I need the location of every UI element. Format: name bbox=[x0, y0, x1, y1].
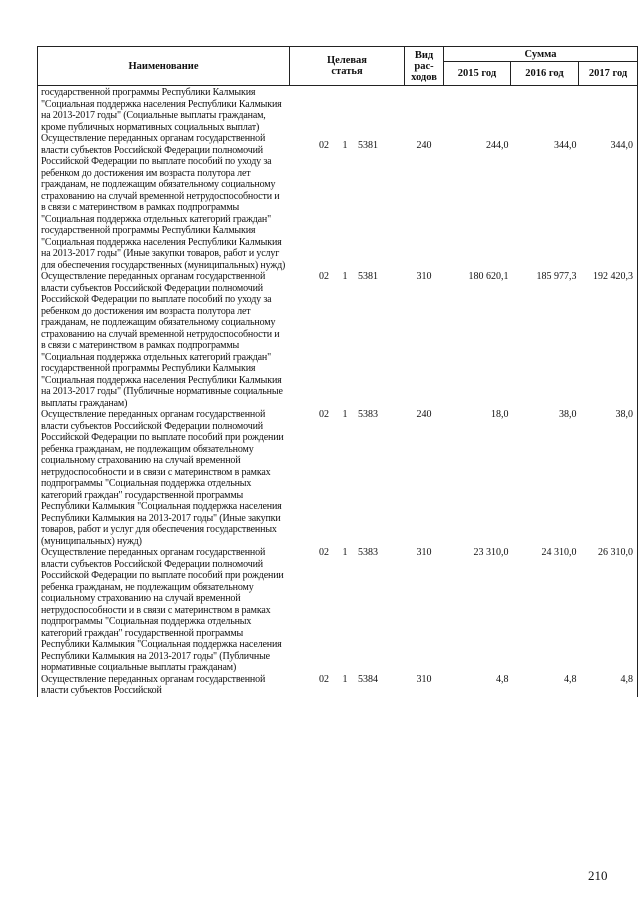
header-name: Наименование bbox=[38, 47, 290, 86]
page-number: 210 bbox=[588, 868, 608, 883]
row-value-2015: 18,0 bbox=[491, 409, 509, 420]
row-value-2017: 4,8 bbox=[579, 674, 638, 697]
header-expense-type bbox=[405, 47, 444, 86]
row-value-2015: 180 620,1 bbox=[468, 271, 509, 282]
code-direction: 5383 bbox=[358, 409, 378, 420]
code-direction: 5384 bbox=[358, 673, 378, 685]
table-row bbox=[38, 547, 638, 674]
row-value-2017: 38,0 bbox=[579, 409, 638, 547]
header-type-line2: рас- bbox=[414, 60, 434, 72]
header-type-line3: ходов bbox=[411, 71, 437, 83]
row-target-code bbox=[290, 133, 405, 271]
row-value-2016: 24 310,0 bbox=[541, 547, 577, 558]
row-name: Осуществление переданных органам государственной власти субъектов Российской Федерации полномочий Российской Федерации по выплате пособий по уходу за ребенком до достижения им возраста полутора лет гражданам, не подлежащим обязательному социальному страхованию на случай временной нетрудоспособности и в связи с материнством в рамках подпрограммы "Социальная поддержка отдельных категорий граждан" государственной программы Республики Калмыкия "Социальная поддержка населения Республики Калмыкия на 2013-2017 годы" (Иные закупки товаров, работ и услуг для обеспечения государственных (муниципальных) нужд) bbox=[38, 133, 290, 271]
row-name-continued: государственной программы Республики Калмыкия "Социальная поддержка населения Республики Калмыкия на 2013-2017 годы" (Социальные выплаты гражданам, кроме публичных нормативных социальных выплат) bbox=[38, 86, 290, 134]
row-expense-type: 310 bbox=[416, 673, 432, 685]
row-expense-type: 240 bbox=[416, 140, 432, 151]
row-value-2016: 38,0 bbox=[559, 409, 577, 420]
row-value-2015: 23 310,0 bbox=[473, 547, 509, 558]
budget-table bbox=[37, 46, 638, 697]
row-name: Осуществление переданных органам государственной власти субъектов Российской Федерации полномочий Российской Федерации по выплате пособий при рождении ребенка гражданам, не подлежащим обязательному социальному страхованию на случай временной нетрудоспособности и в связи с материнством в рамках подпрограммы "Социальная поддержка отдельных категорий граждан" государственной программы Республики Калмыкия "Социальная поддержка населения Республики Калмыкия на 2013-2017 годы" (Публичные нормативные социальные выплаты гражданам) bbox=[38, 547, 290, 674]
table-row bbox=[38, 133, 638, 271]
header-year-2016: 2016 год bbox=[511, 62, 579, 86]
code-program: 02 bbox=[319, 271, 329, 282]
table-row-continued bbox=[38, 86, 638, 134]
code-program: 02 bbox=[319, 140, 329, 151]
row-target-code bbox=[290, 271, 405, 409]
header-sum: Сумма bbox=[444, 47, 638, 62]
row-value-2017: 344,0 bbox=[579, 133, 638, 271]
row-value-2016: 344,0 bbox=[554, 140, 577, 151]
row-value-2016: 4,8 bbox=[564, 673, 577, 685]
row-name: Осуществление переданных органам государственной власти субъектов Российской Федерации полномочий Российской Федерации по выплате пособий при рождении ребенка гражданам, не подлежащим обязательному социальному страхованию на случай временной нетрудоспособности и в связи с материнством в рамках подпрограммы "Социальная поддержка отдельных категорий граждан" государственной программы Республики Калмыкия "Социальная поддержка населения Республики Калмыкия на 2013-2017 годы" (Иные закупки товаров, работ и услуг для обеспечения государственных (муниципальных) нужд) bbox=[38, 409, 290, 547]
row-target-code bbox=[290, 674, 405, 697]
row-value-2017: 192 420,3 bbox=[579, 271, 638, 409]
table-header bbox=[38, 47, 638, 86]
row-target-code bbox=[290, 409, 405, 547]
header-target-line1: Целевая bbox=[327, 55, 367, 66]
row-target-code bbox=[290, 547, 405, 674]
code-program: 02 bbox=[319, 409, 329, 420]
code-subprogram: 1 bbox=[342, 271, 348, 282]
code-subprogram: 1 bbox=[342, 547, 348, 558]
header-type-line1: Вид bbox=[414, 49, 434, 61]
code-direction: 5381 bbox=[358, 140, 378, 151]
code-program: 02 bbox=[319, 673, 329, 685]
code-direction: 5381 bbox=[358, 271, 378, 282]
header-target-article bbox=[290, 47, 405, 86]
code-direction: 5383 bbox=[358, 547, 378, 558]
header-target-line2: статья bbox=[331, 66, 363, 77]
header-year-2015: 2015 год bbox=[444, 62, 511, 86]
row-name: Осуществление переданных органам государственной власти субъектов Российской bbox=[38, 674, 290, 697]
row-expense-type: 310 bbox=[416, 271, 432, 282]
row-value-2015: 4,8 bbox=[496, 673, 509, 685]
row-value-2017: 26 310,0 bbox=[579, 547, 638, 674]
code-subprogram: 1 bbox=[342, 409, 348, 420]
row-name: Осуществление переданных органам государственной власти субъектов Российской Федерации полномочий Российской Федерации по выплате пособий по уходу за ребенком до достижения им возраста полутора лет гражданам, не подлежащим обязательному социальному страхованию на случай временной нетрудоспособности и в связи с материнством в рамках подпрограммы "Социальная поддержка отдельных категорий граждан" государственной программы Республики Калмыкия "Социальная поддержка населения Республики Калмыкия на 2013-2017 годы" (Публичные нормативные социальные выплаты гражданам) bbox=[38, 271, 290, 409]
row-expense-type: 310 bbox=[416, 547, 432, 558]
row-expense-type: 240 bbox=[416, 409, 432, 420]
row-value-2016: 185 977,3 bbox=[536, 271, 577, 282]
code-subprogram: 1 bbox=[342, 673, 348, 685]
code-subprogram: 1 bbox=[342, 140, 348, 151]
row-value-2015: 244,0 bbox=[486, 140, 509, 151]
header-year-2017: 2017 год bbox=[579, 62, 638, 86]
table-row bbox=[38, 409, 638, 547]
table-row bbox=[38, 271, 638, 409]
code-program: 02 bbox=[319, 547, 329, 558]
table-row bbox=[38, 674, 638, 697]
